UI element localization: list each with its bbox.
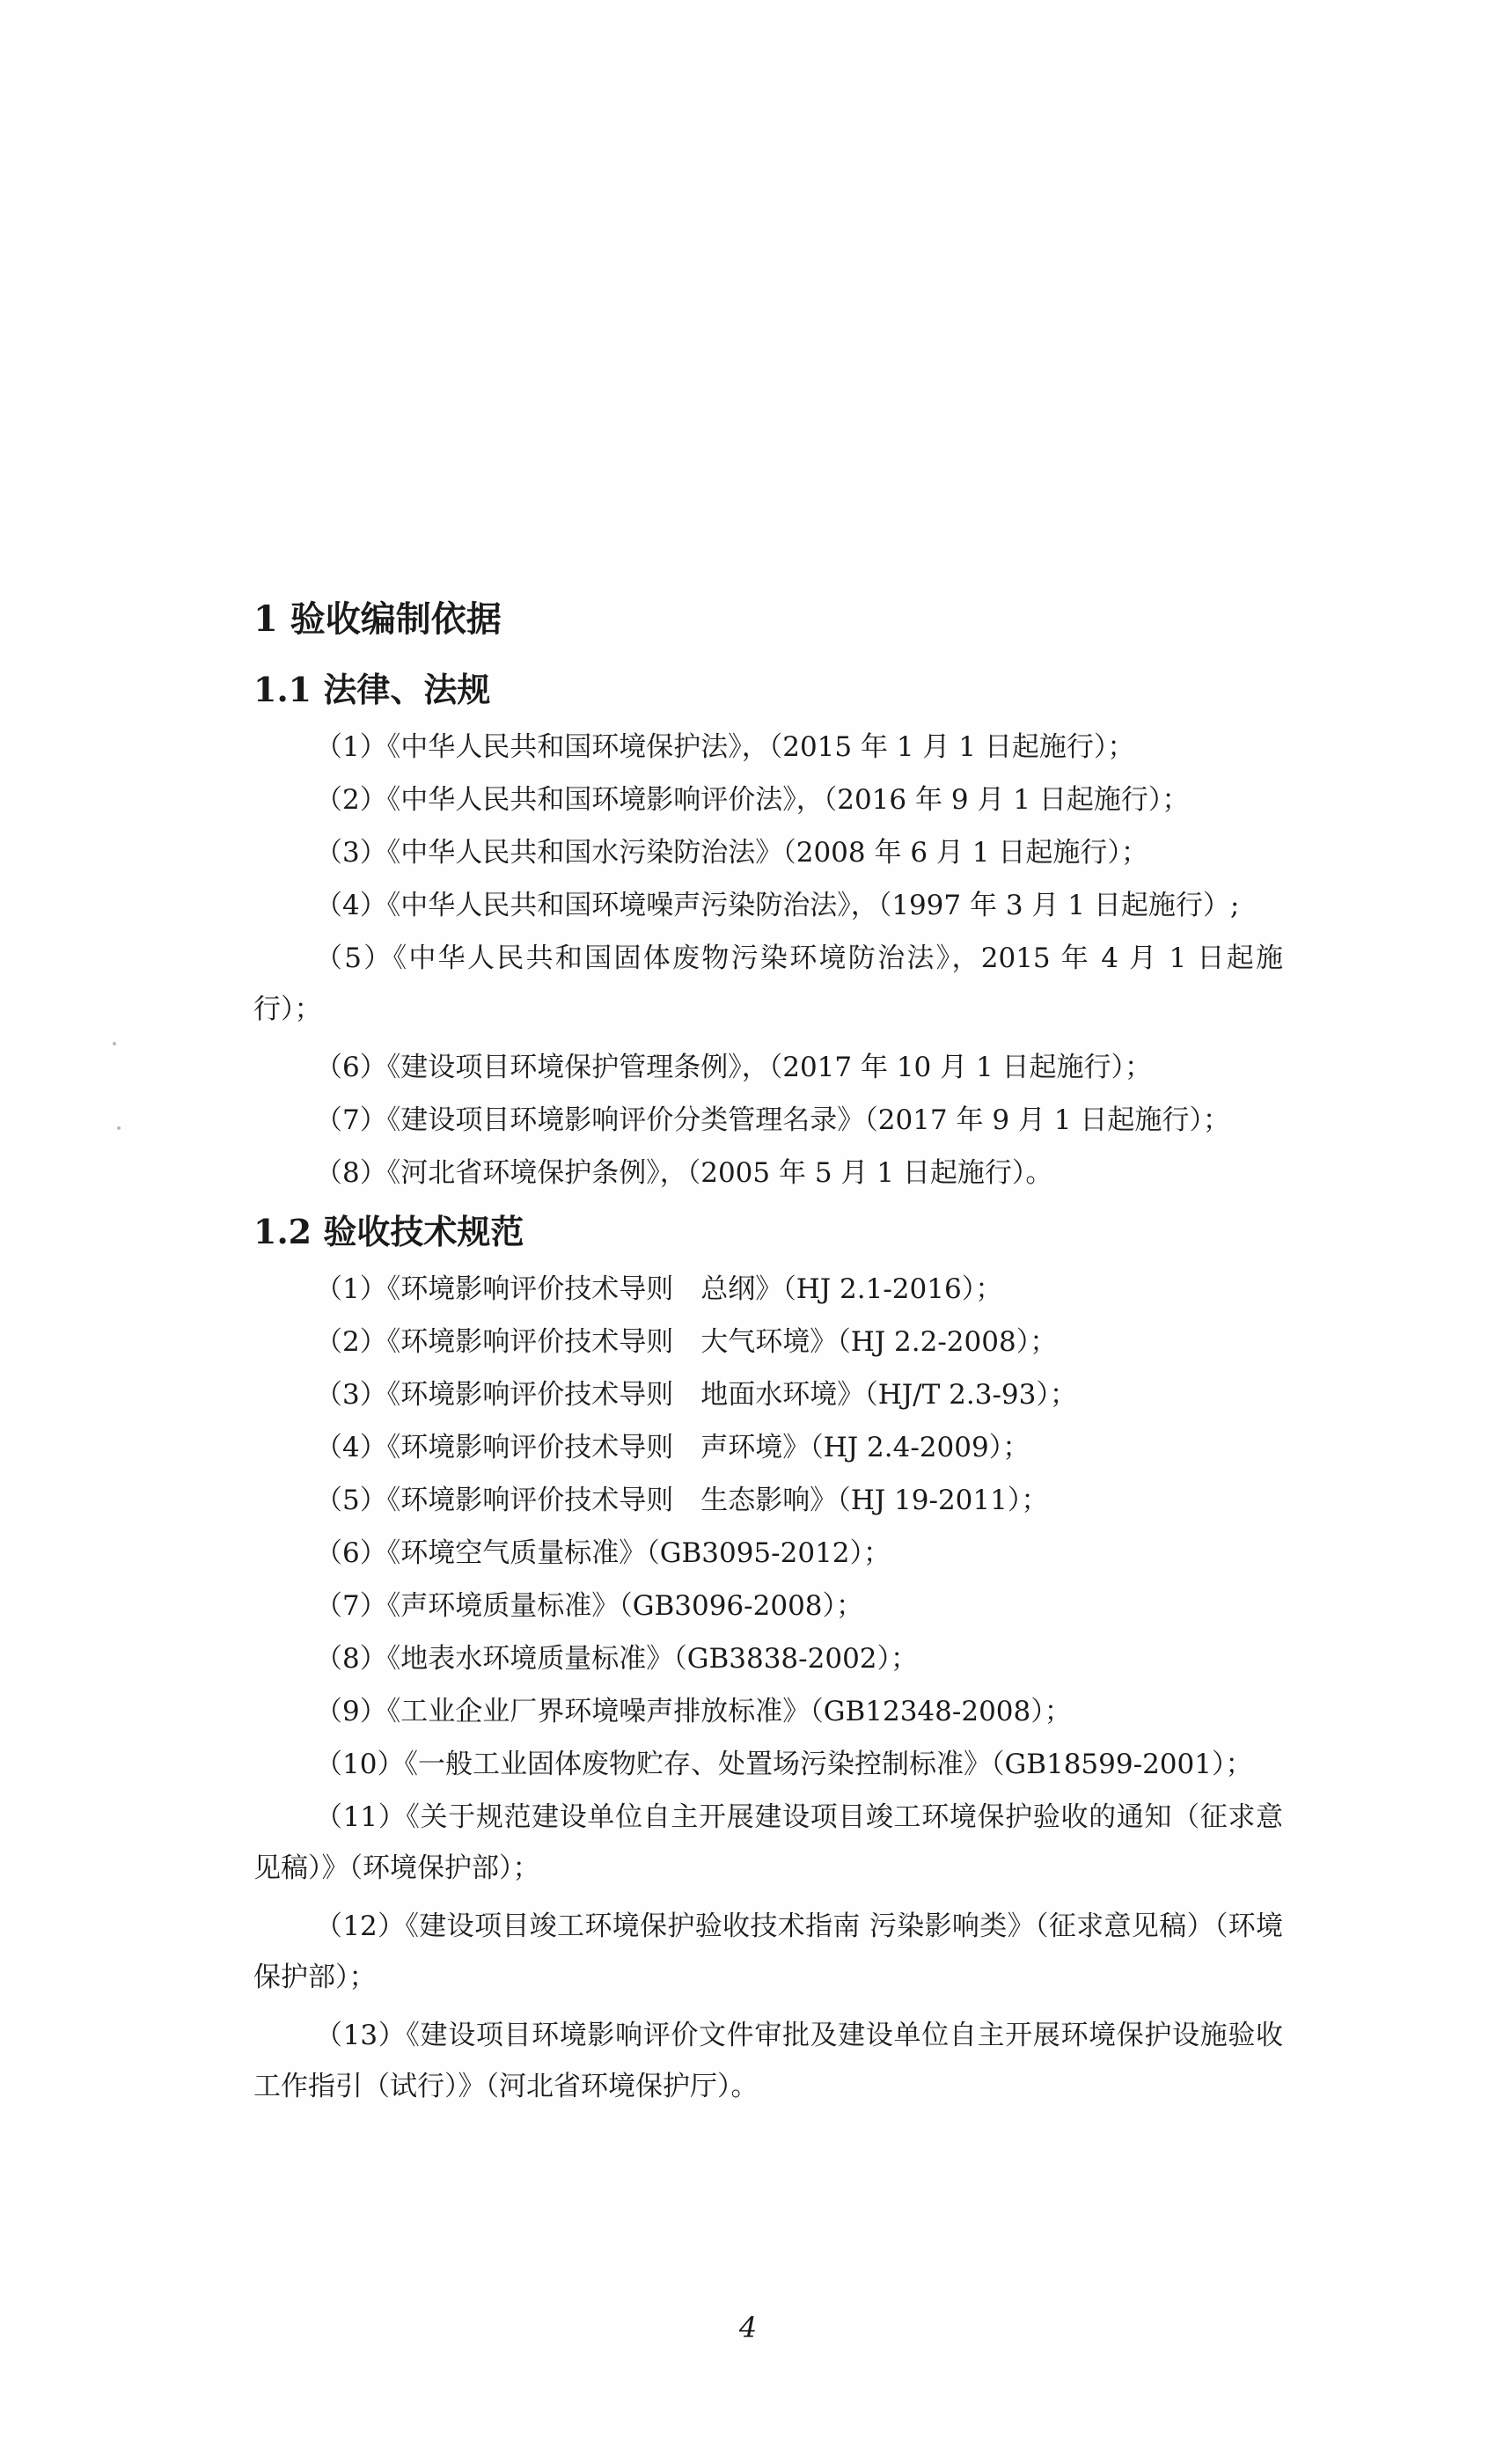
scan-speck xyxy=(117,1126,121,1130)
specs-heading: 1.2 验收技术规范 xyxy=(253,1212,524,1251)
list-item: （13）《建设项目环境影响评价文件审批及建设单位自主开展环境保护设施验收工作指引（试行）》（河北省环境保护厅）。 xyxy=(253,2020,1283,2102)
list-item: （8）《地表水环境质量标准》（GB3838-2002）； xyxy=(315,1643,919,1675)
list-item: （4）《中华人民共和国环境噪声污染防治法》，（1997 年 3 月 1 日起施行）; xyxy=(315,890,1240,921)
list-item: （1）《中华人民共和国环境保护法》，（2015 年 1 月 1 日起施行）； xyxy=(315,731,1135,763)
laws-heading: 1.1 法律、法规 xyxy=(253,670,491,709)
list-item: （6）《建设项目环境保护管理条例》，（2017 年 10 月 1 日起施行）； xyxy=(315,1052,1153,1083)
list-item: （9）《工业企业厂界环境噪声排放标准》（GB12348-2008）； xyxy=(315,1696,1072,1727)
list-item: （2）《中华人民共和国环境影响评价法》，（2016 年 9 月 1 日起施行）； xyxy=(315,784,1190,816)
list-item: （7）《建设项目环境影响评价分类管理名录》（2017 年 9 月 1 日起施行）； xyxy=(315,1104,1230,1136)
specs-list xyxy=(253,1264,1283,2112)
laws-list xyxy=(253,722,1283,1199)
list-item: （10）《一般工业固体废物贮存、处置场污染控制标准》（GB18599-2001）； xyxy=(315,1749,1253,1780)
list-item: （6）《环境空气质量标准》（GB3095-2012）； xyxy=(315,1537,891,1569)
list-item: （3）《环境影响评价技术导则 地面水环境》（HJ/T 2.3-93）； xyxy=(315,1379,1077,1411)
list-item: （1）《环境影响评价技术导则 总纲》（HJ 2.1-2016）； xyxy=(315,1273,1003,1305)
list-item: （4）《环境影响评价技术导则 声环境》（HJ 2.4-2009）； xyxy=(315,1432,1030,1463)
list-item: （11）《关于规范建设单位自主开展建设项目竣工环境保护验收的通知（征求意见稿）》（环境保护部）； xyxy=(253,1801,1283,1884)
document-body xyxy=(253,581,1283,2119)
section-title: 1 验收编制依据 xyxy=(253,598,502,640)
page-number: 4 xyxy=(738,2311,758,2344)
list-item: （7）《声环境质量标准》（GB3096-2008）； xyxy=(315,1590,864,1622)
list-item: （3）《中华人民共和国水污染防治法》（2008 年 6 月 1 日起施行）； xyxy=(315,837,1148,869)
list-item: （12）《建设项目竣工环境保护验收技术指南 污染影响类》（征求意见稿）（环境保护部）； xyxy=(253,1910,1283,1993)
list-item: （8）《河北省环境保护条例》，（2005 年 5 月 1 日起施行）。 xyxy=(315,1157,1053,1189)
list-item: （5）《环境影响评价技术导则 生态影响》（HJ 19-2011）； xyxy=(315,1485,1049,1516)
list-item: （5）《中华人民共和国固体废物污染环境防治法》，2015 年 4 月 1 日起施行）； xyxy=(253,942,1283,1025)
list-item: （2）《环境影响评价技术导则 大气环境》（HJ 2.2-2008）； xyxy=(315,1326,1058,1358)
scan-speck xyxy=(113,1042,116,1045)
